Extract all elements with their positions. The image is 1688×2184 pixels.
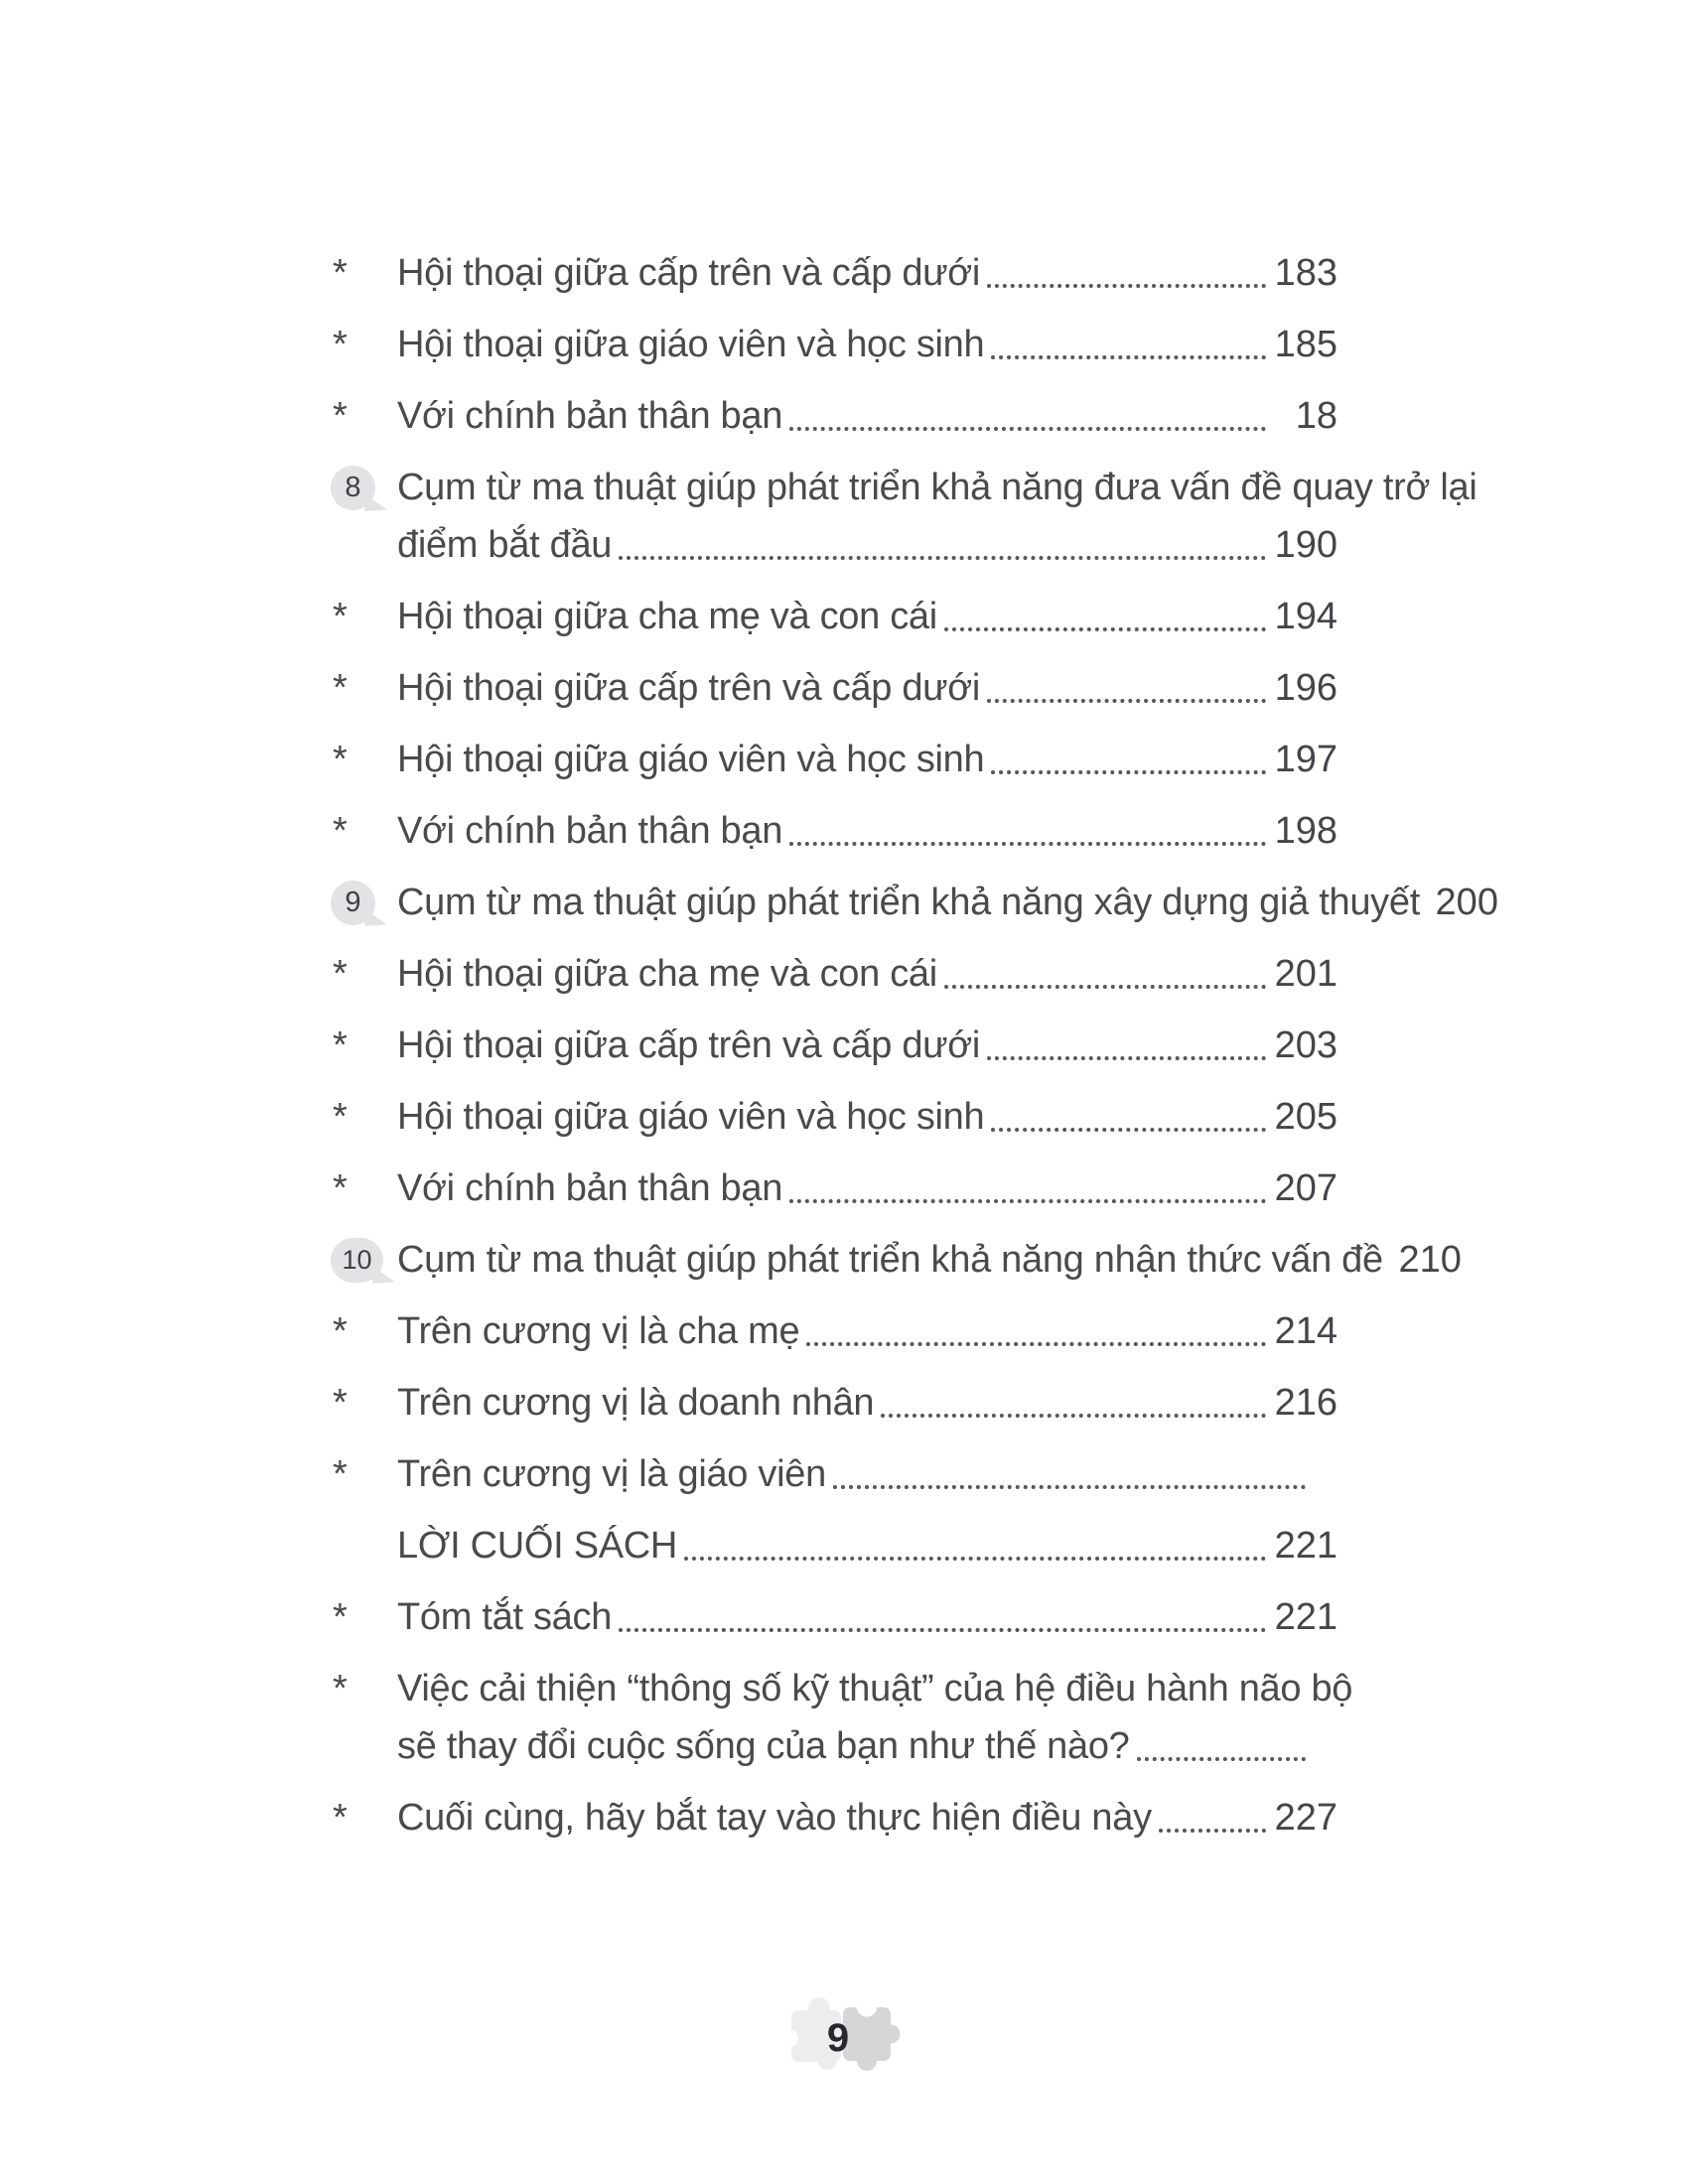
asterisk-bullet: * <box>333 1310 348 1352</box>
asterisk-bullet: * <box>333 810 348 852</box>
dot-leader <box>991 1128 1266 1132</box>
toc-entry-label: Hội thoại giữa cấp trên và cấp dưới <box>397 667 981 709</box>
asterisk-bullet: * <box>333 1797 348 1839</box>
toc-entry-row <box>331 1093 1337 1141</box>
dot-leader <box>987 1056 1266 1060</box>
dot-leader <box>987 699 1266 703</box>
toc-entry-page-number: 194 <box>1274 596 1337 637</box>
asterisk-bullet: * <box>333 1668 348 1709</box>
chapter-number-badge: 9 <box>331 881 375 925</box>
toc-entry-page-number: 200 <box>1435 882 1498 923</box>
chapter-number-badge: 8 <box>331 466 375 510</box>
dot-leader <box>987 284 1266 288</box>
toc-entry-row <box>331 807 1337 855</box>
toc-entry-label: Hội thoại giữa cha mẹ và con cái <box>397 596 937 637</box>
toc-entry-row <box>331 736 1337 783</box>
toc-entry-row <box>331 321 1337 368</box>
dot-leader <box>619 1628 1266 1632</box>
table-of-contents <box>331 249 1498 1865</box>
toc-entry-row <box>331 1379 1337 1427</box>
toc-entry-label: Việc cải thiện “thông số kỹ thuật” của hệ điều hành não bộ <box>397 1668 1353 1709</box>
dot-leader <box>944 627 1266 631</box>
dot-leader <box>991 770 1266 774</box>
toc-chapter-row <box>331 464 1477 511</box>
toc-entry-page-number: 201 <box>1274 953 1337 995</box>
dot-leader <box>789 427 1266 431</box>
toc-entry-row <box>331 1794 1337 1842</box>
dot-leader <box>944 985 1266 989</box>
toc-entry-row <box>331 1022 1337 1069</box>
dot-leader <box>684 1557 1266 1561</box>
toc-entry-label: Với chính bản thân bạn <box>397 810 783 852</box>
asterisk-bullet: * <box>333 252 348 294</box>
toc-entry-page-number: 207 <box>1274 1167 1337 1209</box>
toc-entry-label: Hội thoại giữa cấp trên và cấp dưới <box>397 252 981 294</box>
toc-section-heading-row <box>331 1522 1337 1570</box>
toc-entry-label: Với chính bản thân bạn <box>397 395 783 437</box>
toc-entry-page-number: 185 <box>1274 324 1337 365</box>
asterisk-bullet: * <box>333 953 348 995</box>
asterisk-bullet: * <box>333 596 348 637</box>
toc-chapter-label: Cụm từ ma thuật giúp phát triển khả năng nhận thức vấn đề <box>397 1239 1383 1281</box>
asterisk-bullet: * <box>333 1596 348 1638</box>
dot-leader <box>1159 1829 1266 1833</box>
toc-entry-page-number: 221 <box>1274 1525 1337 1567</box>
toc-entry-label: sẽ thay đổi cuộc sống của bạn như thế nào? <box>397 1725 1130 1767</box>
toc-chapter-label: Cụm từ ma thuật giúp phát triển khả năng xây dựng giả thuyết <box>397 882 1420 923</box>
toc-entry-page-number: 183 <box>1274 252 1337 294</box>
toc-entry-row <box>331 664 1337 712</box>
toc-entry-page-number: 214 <box>1274 1310 1337 1352</box>
toc-entry-continuation-row <box>331 521 1337 569</box>
toc-entry-label: Hội thoại giữa giáo viên và học sinh <box>397 324 985 365</box>
toc-entry-label: Cuối cùng, hãy bắt tay vào thực hiện điều này <box>397 1797 1152 1839</box>
dot-leader <box>881 1414 1266 1418</box>
toc-entry-continuation-row <box>331 1722 1337 1770</box>
asterisk-bullet: * <box>333 739 348 780</box>
toc-entry-page-number <box>1312 1722 1337 1770</box>
asterisk-bullet: * <box>333 1024 348 1066</box>
toc-chapter-row <box>331 879 1498 926</box>
toc-entry-page-number: 203 <box>1274 1024 1337 1066</box>
asterisk-bullet: * <box>333 1167 348 1209</box>
toc-entry-label: Trên cương vị là giáo viên <box>397 1453 826 1495</box>
toc-entry-label: Với chính bản thân bạn <box>397 1167 783 1209</box>
asterisk-bullet: * <box>333 1096 348 1138</box>
asterisk-bullet: * <box>333 324 348 365</box>
asterisk-bullet: * <box>333 667 348 709</box>
toc-section-heading: LỜI CUỐI SÁCH <box>397 1525 678 1567</box>
dot-leader <box>806 1342 1266 1346</box>
toc-entry-label: Trên cương vị là doanh nhân <box>397 1382 875 1424</box>
toc-entry-label: Hội thoại giữa giáo viên và học sinh <box>397 739 985 780</box>
toc-entry-page-number: 210 <box>1398 1239 1462 1281</box>
toc-entry-page-number: 196 <box>1274 667 1337 709</box>
toc-entry-label: Tóm tắt sách <box>397 1596 613 1638</box>
toc-entry-label: điểm bắt đầu <box>397 524 613 566</box>
toc-entry-page-number: 227 <box>1274 1797 1337 1839</box>
toc-entry-label: Hội thoại giữa cấp trên và cấp dưới <box>397 1024 981 1066</box>
toc-entry-row <box>331 1665 1353 1712</box>
dot-leader <box>1137 1757 1307 1761</box>
toc-chapter-row <box>331 1236 1462 1284</box>
toc-entry-label: Trên cương vị là cha mẹ <box>397 1310 800 1352</box>
toc-entry-row <box>331 1307 1337 1355</box>
toc-entry-page-number: 221 <box>1274 1596 1337 1638</box>
asterisk-bullet: * <box>333 1382 348 1424</box>
toc-entry-label: Hội thoại giữa giáo viên và học sinh <box>397 1096 985 1138</box>
toc-entry-page-number: 18 <box>1295 395 1337 437</box>
toc-entry-row <box>331 593 1337 640</box>
toc-chapter-label: Cụm từ ma thuật giúp phát triển khả năng đưa vấn đề quay trở lại <box>397 467 1477 508</box>
footer-page-number: 9 <box>826 2016 850 2060</box>
chapter-number-badge: 10 <box>331 1238 383 1283</box>
toc-entry-page-number: 190 <box>1274 524 1337 566</box>
toc-entry-row <box>331 249 1337 297</box>
dot-leader <box>619 556 1266 560</box>
toc-entry-page-number: 216 <box>1274 1382 1337 1424</box>
dot-leader <box>991 355 1266 359</box>
dot-leader <box>789 1199 1266 1203</box>
toc-entry-page-number <box>1312 1450 1337 1498</box>
toc-entry-page-number: 197 <box>1274 739 1337 780</box>
toc-entry-page-number: 198 <box>1274 810 1337 852</box>
puzzle-piece-right-icon <box>843 1996 901 2072</box>
puzzle-pieces-icon <box>786 1993 902 2071</box>
toc-entry-row <box>331 1593 1337 1641</box>
toc-entry-row <box>331 1450 1337 1498</box>
toc-entry-row <box>331 950 1337 998</box>
page-number-puzzle <box>786 1993 902 2071</box>
asterisk-bullet: * <box>333 1453 348 1495</box>
dot-leader <box>789 842 1266 846</box>
toc-entry-row <box>331 1164 1337 1212</box>
toc-entry-label: Hội thoại giữa cha mẹ và con cái <box>397 953 937 995</box>
toc-entry-page-number: 205 <box>1274 1096 1337 1138</box>
toc-entry-row <box>331 392 1337 440</box>
dot-leader <box>833 1485 1306 1489</box>
asterisk-bullet: * <box>333 395 348 437</box>
